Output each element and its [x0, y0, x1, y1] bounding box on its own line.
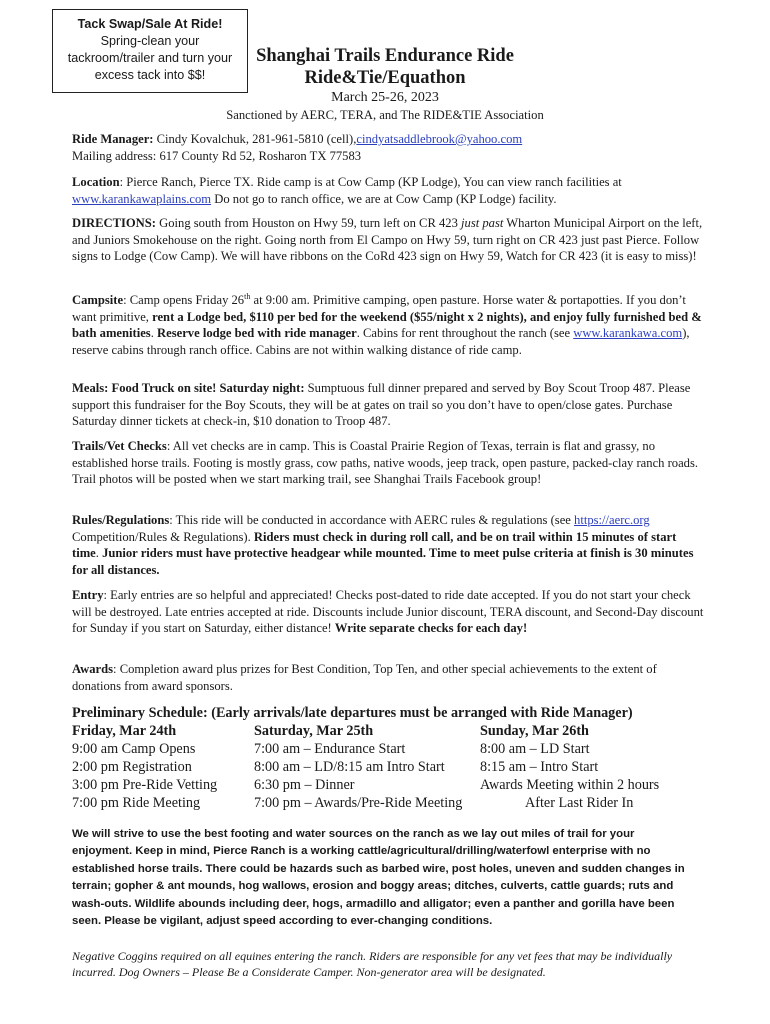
- meals-label: Meals: Food Truck on site! Saturday night:: [72, 381, 305, 395]
- preliminary-schedule: [72, 704, 692, 812]
- rules-label: Rules/Regulations: [72, 513, 170, 527]
- aerc-link[interactable]: https://aerc.org: [574, 513, 650, 527]
- campsite-label: Campsite: [72, 293, 124, 308]
- schedule-day-row: [72, 722, 692, 740]
- entry-text: : Early entries are so helpful and appreciated! Checks post-dated to ride date accepted. If you do not start your check will be destroyed. Late entries accepted at ride. Discounts include Junior discount, TERA discount, and Second-Day discount for Sunday if you start on Saturday, either distance!: [72, 588, 704, 636]
- trails-text: : All vet checks are in camp. This is Coastal Prairie Region of Texas, terrain is flat and grassy, no established horse trails. Footing is mostly grass, cow paths, native woods, jeep track, open pasture, packed-clay ranch roads. Trail photos will be posted when we start marking trail, see Shanghai Trails Facebook group!: [72, 439, 699, 487]
- rules-text-2: Competition/Rules & Regulations).: [72, 529, 254, 544]
- schedule-item: 9:00 am Camp Opens: [72, 741, 196, 757]
- schedule-row: [72, 776, 692, 794]
- awards-text: : Completion award plus prizes for Best Condition, Top Ten, and other special achievements to the extent of donations from award sponsors.: [72, 662, 657, 693]
- ride-manager-email-link[interactable]: cindyatsaddlebrook@yahoo.com: [356, 132, 523, 146]
- karankawaplains-link[interactable]: www.karankawaplains.com: [72, 191, 212, 206]
- schedule-item: 7:00 pm Ride Meeting: [72, 795, 201, 811]
- campsite-bold-2: Reserve lodge bed with ride manager: [157, 326, 357, 341]
- campsite-text-1: : Camp opens Friday 26: [123, 293, 245, 308]
- notice-line-3: tackroom/trailer and turn your: [67, 51, 233, 65]
- directions-text-2: Wharton Municipal Airport on the left, and Juniors Smokehouse on the right. Going north from El Campo on Hwy 59, turn right on CR 423 just past Pierce. Follow signs to Lodge (Cow Camp). We will have ribbons on the CoRd 423 sign on Hwy 59, Watch for CR 423 (it is easy to miss)!: [72, 216, 703, 264]
- sanction-line: Sanctioned by AERC, TERA, and The RIDE&TIE Association: [226, 108, 544, 122]
- schedule-row: [72, 740, 692, 758]
- schedule-day-saturday: Saturday, Mar 25th: [254, 723, 374, 739]
- karankawa-link[interactable]: www.karankawa.com: [573, 326, 683, 341]
- notice-line-2: Spring-clean your: [100, 34, 200, 48]
- campsite-text-5: ), reserve cabins through ranch office. Cabins are not within walking distance of ride camp.: [72, 326, 690, 357]
- entry-paragraph: [72, 587, 704, 637]
- notice-line-4: excess tack into $$!: [94, 68, 206, 82]
- campsite-paragraph: [72, 289, 704, 359]
- campsite-text-4: . Cabins for rent throughout the ranch (see: [356, 326, 574, 341]
- schedule-day-friday: Friday, Mar 24th: [72, 723, 177, 739]
- schedule-item: After Last Rider In: [525, 795, 634, 811]
- schedule-item: 7:00 pm – Awards/Pre-Ride Meeting: [254, 795, 463, 811]
- awards-label: Awards: [72, 662, 114, 676]
- schedule-item: 8:15 am – Intro Start: [480, 759, 599, 775]
- event-dates: March 25-26, 2023: [331, 90, 439, 105]
- campsite-sup: th: [244, 292, 251, 301]
- hazard-warning-paragraph: We will strive to use the best footing and water sources on the ranch as we lay out miles of trail for your enjoyment. Keep in mind, Pierce Ranch is a working cattle/agricultural/drilling/waterfowl enterprise with no established horse trails. There could be hazards such as barbed wire, post holes, uneven and sudden changes in terrain; gopher & ant mounds, hog wallows, erosion and boggy areas; ditches, culverts, cattle guards; ruts and wash-outs. Wildlife abounds including deer, hogs, armadillo and alligator; even a panther and gorilla have been seen. Please be vigilant, adjust speed according to ever-changing conditions.: [72, 828, 685, 928]
- directions-text-1: Going south from Houston on Hwy 59, turn left on CR 423: [155, 216, 462, 230]
- schedule-item: 6:30 pm – Dinner: [254, 777, 355, 793]
- location-label: Location: [72, 175, 120, 189]
- campsite-bold-1: rent a Lodge bed, $110 per bed for the weekend ($55/night x 2 nights), and enjoy fully furnished bed & bath amenities: [72, 309, 702, 341]
- mailing-address: Mailing address: 617 County Rd 52, Rosharon TX 77583: [72, 148, 362, 163]
- campsite-text-2: at 9:00 am. Primitive camping, open pasture. Horse water & portapotties. If you don’t want primitive,: [72, 293, 686, 324]
- trails-paragraph: [72, 438, 704, 488]
- ride-manager-paragraph: [72, 131, 704, 164]
- awards-paragraph: [72, 661, 704, 694]
- tack-swap-notice-box: [52, 9, 248, 93]
- directions-italic: just past: [461, 216, 504, 230]
- entry-label: Entry: [72, 588, 104, 602]
- trails-label: Trails/Vet Checks: [72, 439, 167, 453]
- location-text-2: Do not go to ranch office, we are at Cow Camp (KP Lodge) facility.: [211, 191, 557, 206]
- entry-bold: Write separate checks for each day!: [334, 621, 528, 636]
- schedule-item: 8:00 am – LD Start: [480, 741, 590, 757]
- directions-paragraph: [72, 215, 704, 265]
- schedule-item: 3:00 pm Pre-Ride Vetting: [72, 777, 218, 793]
- rules-bold-2: Junior riders must have protective headgear while mounted. Time to meet pulse criteria at finish is 30 minutes for all distances.: [72, 546, 694, 577]
- schedule-heading: Preliminary Schedule: (Early arrivals/late departures must be arranged with Ride Manager): [72, 705, 633, 721]
- schedule-row: [72, 758, 692, 776]
- rules-text-1: : This ride will be conducted in accordance with AERC rules & regulations (see: [169, 513, 575, 527]
- schedule-day-sunday: Sunday, Mar 26th: [480, 723, 589, 739]
- ride-manager-label: Ride Manager:: [72, 132, 154, 146]
- schedule-item: 7:00 am – Endurance Start: [254, 741, 406, 757]
- schedule-item: 2:00 pm Registration: [72, 759, 192, 775]
- title-line-1: Shanghai Trails Endurance Ride: [256, 46, 514, 66]
- schedule-row: [72, 794, 692, 812]
- document-title: [240, 45, 530, 89]
- rules-bold-1: Riders must check in during roll call, and be on trail within 15 minutes of start time: [72, 529, 677, 561]
- location-paragraph: [72, 174, 704, 207]
- schedule-item: Awards Meeting within 2 hours: [480, 777, 660, 793]
- rules-paragraph: [72, 512, 704, 578]
- directions-label: DIRECTIONS:: [72, 216, 156, 230]
- location-text-1: : Pierce Ranch, Pierce TX. Ride camp is at Cow Camp (KP Lodge), You can view ranch facilities at: [119, 175, 622, 189]
- rules-text-3: .: [95, 546, 103, 561]
- title-line-2: Ride&Tie/Equathon: [304, 68, 466, 88]
- meals-paragraph: [72, 380, 704, 430]
- schedule-item: 8:00 am – LD/8:15 am Intro Start: [254, 759, 445, 775]
- coggins-footer-note: Negative Coggins required on all equines entering the ranch. Riders are responsible for any vet fees that may be individually incurred. Dog Owners – Please Be a Considerate Camper. Non-generator area will be designated.: [72, 949, 673, 979]
- ride-manager-text: Cindy Kovalchuk, 281-961-5810 (cell),: [153, 132, 357, 146]
- meals-text: Sumptuous full dinner prepared and served by Boy Scout Troop 487. Please support this fundraiser for the Boy Scouts, they will be at gates on trail so you don’t have to open/close gates. Purchase Saturday dinner tickets at check-in, $10 donation to Troop 487.: [72, 381, 691, 429]
- campsite-text-3: .: [150, 326, 158, 341]
- notice-line-1: Tack Swap/Sale At Ride!: [77, 17, 223, 31]
